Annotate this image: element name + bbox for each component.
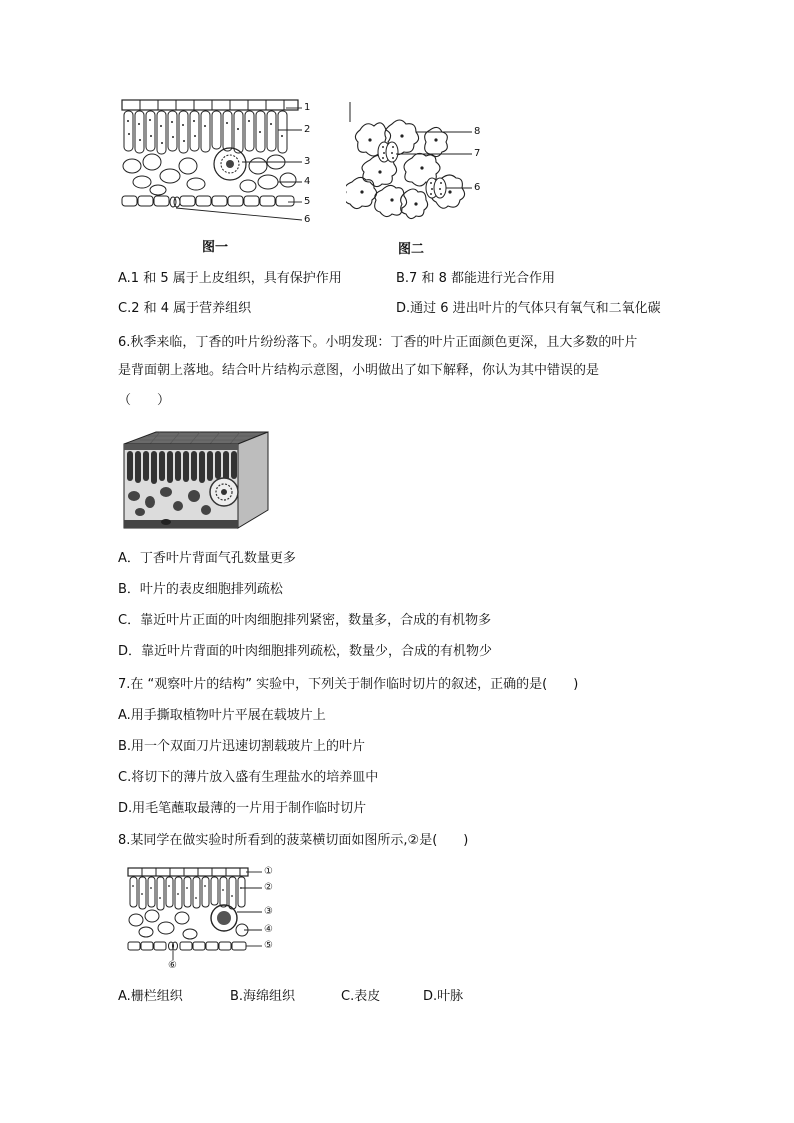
q6-option-b: B．叶片的表皮细胞排列疏松	[118, 582, 283, 597]
q6-stem-line-1: 6.秋季来临，丁香的叶片纷纷落下。小明发现：丁香的叶片正面颜色更深，且大多数的叶片	[118, 335, 638, 350]
fig1-label-1: 1	[304, 102, 311, 113]
q5-option-c: C.2 和 4 属于营养组织	[118, 301, 252, 316]
q8-fig-label-4: ④	[264, 924, 273, 935]
q7-option-c: C.将切下的薄片放入盛有生理盐水的培养皿中	[118, 770, 379, 785]
q8-option-d: D.叶脉	[423, 989, 464, 1004]
leaf-3d-drawing	[120, 430, 270, 530]
leaf-cross-section-drawing	[118, 96, 318, 236]
fig1-caption: 图一	[202, 240, 229, 255]
fig2-label-6: 6	[474, 182, 481, 193]
epidermis-stomata-drawing	[346, 100, 486, 228]
fig2-label-8: 8	[474, 126, 481, 137]
fig2-label-7: 7	[474, 148, 481, 159]
fig1-label-6: 6	[304, 214, 311, 225]
q6-answer-blank: （ ）	[118, 393, 171, 408]
q8-stem: 8.某同学在做实验时所看到的菠菜横切面如图所示,②是( )	[118, 833, 469, 848]
fig1-label-2: 2	[304, 124, 311, 135]
q6-option-c: C．靠近叶片正面的叶肉细胞排列紧密，数量多，合成的有机物多	[118, 613, 492, 628]
q7-stem: 7.在 “观察叶片的结构” 实验中，下列关于制作临时切片的叙述，正确的是( )	[118, 677, 579, 692]
q5-option-b: B.7 和 8 都能进行光合作用	[396, 271, 555, 286]
epidermis-stomata-figure-2	[346, 100, 486, 228]
q8-fig-label-1: ①	[264, 866, 273, 877]
spinach-cross-section-drawing	[124, 864, 274, 972]
leaf-3d-structure-figure	[120, 430, 270, 530]
q6-stem-line-2: 是背面朝上落地。结合叶片结构示意图，小明做出了如下解释，你认为其中错误的是	[118, 363, 600, 378]
q6-option-d: D．靠近叶片背面的叶肉细胞排列疏松，数量少，合成的有机物少	[118, 644, 493, 659]
q8-fig-label-5: ⑤	[264, 940, 273, 951]
fig2-caption: 图二	[398, 242, 425, 257]
spinach-cross-section-figure	[124, 864, 274, 972]
q7-option-b: B.用一个双面刀片迅速切割载玻片上的叶片	[118, 739, 366, 754]
q8-option-a: A.栅栏组织	[118, 989, 183, 1004]
q5-option-a: A.1 和 5 属于上皮组织，具有保护作用	[118, 271, 342, 286]
q8-option-b: B.海绵组织	[230, 989, 296, 1004]
q5-option-d: D.通过 6 进出叶片的气体只有氧气和二氧化碳	[396, 301, 661, 316]
q8-option-c: C.表皮	[341, 989, 381, 1004]
q8-fig-label-6: ⑥	[168, 960, 177, 971]
fig1-label-4: 4	[304, 176, 311, 187]
q7-option-d: D.用毛笔蘸取最薄的一片用于制作临时切片	[118, 801, 367, 816]
leaf-cross-section-figure-1	[118, 96, 318, 236]
q8-fig-label-3: ③	[264, 906, 273, 917]
q8-fig-label-2: ②	[264, 882, 273, 893]
q7-option-a: A.用手撕取植物叶片平展在载坡片上	[118, 708, 326, 723]
fig1-label-3: 3	[304, 156, 311, 167]
q6-option-a: A．丁香叶片背面气孔数量更多	[118, 551, 296, 566]
fig1-label-5: 5	[304, 196, 311, 207]
